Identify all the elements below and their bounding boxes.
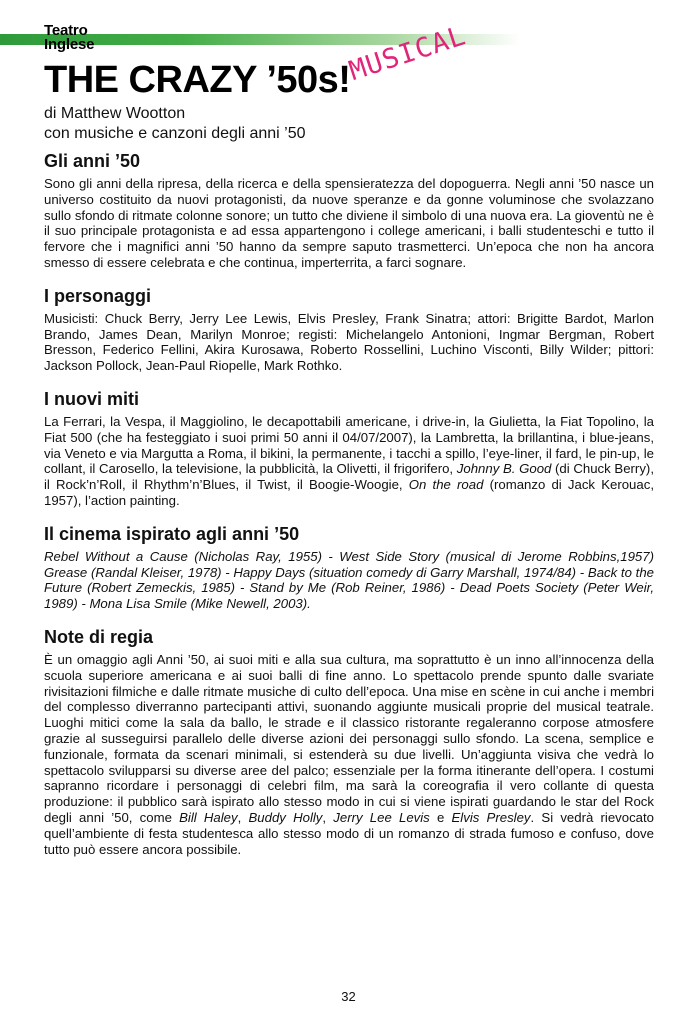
author-line: di Matthew Wootton xyxy=(44,105,186,122)
page-title: THE CRAZY ’50s! xyxy=(44,59,351,101)
section-label: Teatro Inglese xyxy=(44,22,95,53)
italic-title: On the road xyxy=(408,477,484,493)
credits xyxy=(44,104,306,144)
text-run: . Si vedrà rievocato quell’ambiente di festa studentesca allo stesso modo di un romanzo di strada fumoso e confuso, dove tutto può essere ancora possibile. xyxy=(44,809,655,857)
text-run: È un omaggio agli Anni ’50, ai suoi miti e alla sua cultura, ma soprattutto è un inno all’innocenza della scuola superiore americana e ai suoi balli di fine anno. Lo spettacolo prende spunto dalle svariate rivisitazioni filmiche e dalle ritmate musiche di culto dell’epoca. Una mise en scène in cui anche i membri del complesso diverranno partecipanti attivi, suonando aggiunte musicali proprie del musical teatrale. Luoghi mitici come la sala da ballo, le strade e il classico ristorante regaleranno corpose atmosfere grazie al susseguirsi parallelo delle diverse azioni dei personaggi sullo sfondo. La scena, semplice e funzionale, formata da scenari minimali, si estenderà su due livelli. Un’aggiunta visiva che vedrà lo spettacolo svilupparsi su diverse aree del palco; essenziale per la forma itinerante dell’opera. I costumi sapranno ricordare i personaggi di celebri film, ma sarà la coreografia il vero collante di questa produzione: il pubblico sarà ispirato allo stesso modo in cui si viene ispirati guardando le star del Rock degli anni ’50, come xyxy=(44,651,654,825)
italic-name: Jerry Lee Levis xyxy=(333,809,430,825)
section-heading: I personaggi xyxy=(44,285,152,306)
text-run: La Ferrari, la Vespa, il Maggiolino, le decapottabili americane, i drive-in, la Giulietta, la Fiat Topolino, la Fiat 500 (che ha festeggiato i suoi primi 50 anni il 04/07/2007), la Lambretta, la brillantina, i blue-jeans, via Veneto e via Margutta a Roma, il bikini, la permanente, i tacchi a spillo, l’eye-liner, il fard, le pin-up, le collant, il Carosello, la televisione, la pubblicità, la Olivetti, il frigorifero, xyxy=(44,413,654,477)
article-body xyxy=(44,150,654,871)
text-run: (di Chuck Berry), il Rock’n’Roll, il Rhythm’n’Blues, il Twist, il Boogie-Woogie, xyxy=(44,461,654,493)
musical-stamp: MUSICAL xyxy=(345,20,470,87)
section-heading: Note di regia xyxy=(44,626,154,647)
section-note-regia xyxy=(44,626,654,857)
italic-name: Elvis Presley xyxy=(451,809,531,825)
italic-name: Bill Haley xyxy=(179,809,238,825)
text-run: (romanzo di Jack Kerouac, 1957), l’action painting. xyxy=(44,477,654,508)
section-cinema xyxy=(44,523,654,612)
film-list: Rebel Without a Cause (Nicholas Ray, 1955) - West Side Story (musical di Jerome Robbins,1957) Grease (Randal Kleiser, 1978) - Happy Days (situation comedy di Garry Marshall, 1974/84) - Back to the Future (Robert Zemeckis, 1985) - Stand by Me (Rob Reiner, 1986) - Dead Poets Society (Peter Weir, 1989) - Mona Lisa Smile (Mike Newell, 2003). xyxy=(44,548,654,612)
section-nuovi-miti xyxy=(44,388,654,509)
italic-name: Buddy Holly xyxy=(248,809,323,825)
section-heading: Gli anni ’50 xyxy=(44,151,141,171)
section-heading: I nuovi miti xyxy=(44,388,140,409)
subtitle-line: con musiche e canzoni degli anni ’50 xyxy=(44,125,306,142)
text-run: , xyxy=(322,809,334,825)
text-run: , xyxy=(237,809,249,825)
section-paragraph: Musicisti: Chuck Berry, Jerry Lee Lewis, Elvis Presley, Frank Sinatra; attori: Brigitte Bardot, Marlon Brando, James Dean, Marilyn Monroe; registi: Michelangelo Antonioni, Ingmar Bergman, Robert Bresson, Federico Fellini, Akira Kurosawa, Roberto Rossellini, Luchino Visconti, Billy Wilder; pittori: Jackson Pollock, Jean-Paul Riopelle, Mark Rothko. xyxy=(44,310,654,374)
text-run: e xyxy=(429,809,452,825)
page-number: 32 xyxy=(341,989,356,1004)
section-paragraph xyxy=(44,414,654,509)
section-anni-50 xyxy=(44,150,654,271)
section-heading: Il cinema ispirato agli anni ’50 xyxy=(44,523,300,544)
section-paragraph xyxy=(44,652,654,857)
section-personaggi xyxy=(44,285,654,374)
section-paragraph: Sono gli anni della ripresa, della ricerca e della spensieratezza del dopoguerra. Negli anni ’50 nasce un universo costituito da nuovi protagonisti, da nuove speranze e da gonne voluminose che svolazzano sullo sfondo di ritmate colonne sonore; un tutto che diviene il simbolo di una nuova era. La gioventù ne è il suo principale protagonista e ad essa appartengono i college americani, i balli studenteschi e tutto il fervore che i magnifici anni ’50 hanno da sempre saputo trasmetterci. Un’epoca che non ha ancora smesso di essere celebrata e che continua, imperterrita, a farci sognare. xyxy=(44,176,654,270)
italic-title: Johnny B. Good xyxy=(456,461,552,477)
